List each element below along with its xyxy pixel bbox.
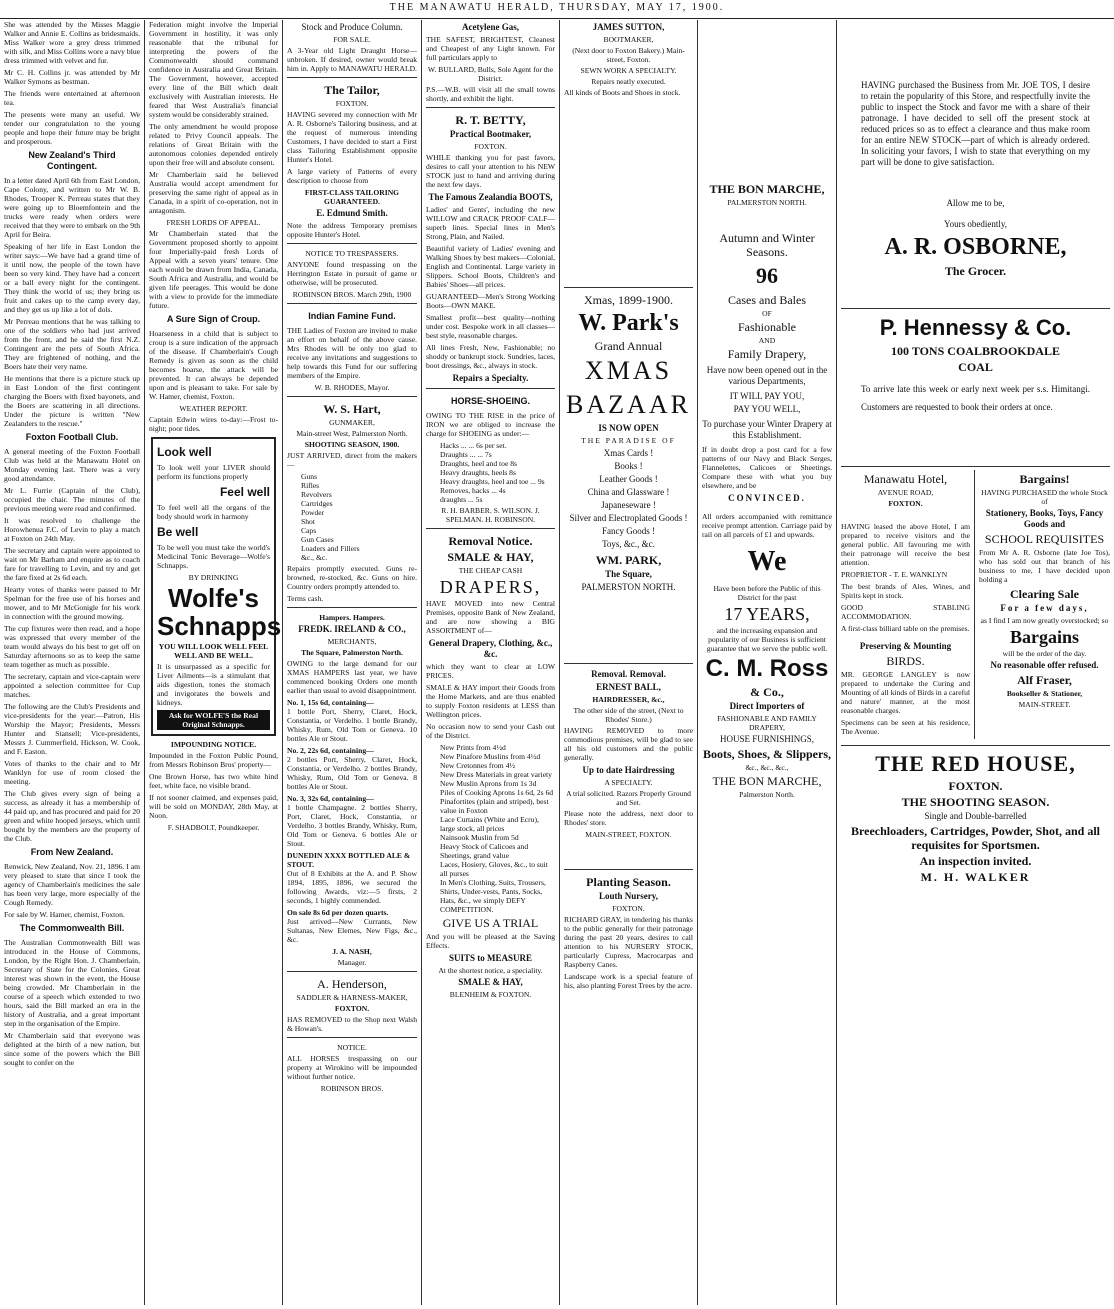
ad-heading: Cases and Bales [728, 293, 806, 307]
ad-text: AND [758, 336, 776, 345]
list-item: Powder [301, 508, 325, 517]
ad-text: IT WILL PAY YOU, [729, 391, 805, 401]
ad-text: Terms cash. [287, 594, 324, 603]
ad-text: Grand Annual [594, 339, 663, 353]
list-item: &c., &c. [301, 553, 328, 562]
list-item: China and Glassware ! [587, 487, 670, 497]
ad-heading: 17 YEARS, [724, 604, 810, 624]
article-text: Mr L. Furrie (Captain of the Club), occupied the chair. The minutes of the previous meeting were read and confirmed. [4, 486, 140, 513]
list-item: Japaneseware ! [601, 500, 656, 510]
ad-text: THE PARADISE OF [581, 436, 676, 445]
ad-text: Specimens can be seen at his residence, The Avenue. [841, 718, 971, 736]
ad-text: No reasonable offer refused. [990, 660, 1099, 670]
ad-heading: BAZAAR [566, 390, 691, 419]
ad-heading: W. Park's [578, 310, 679, 336]
wolfes-schnapps-ad [151, 437, 282, 736]
article-text: The following are the Club's Presidents and vice-presidents for the year:—Patron, His Worship the Mayor; Presidents, Messrs Hunter and Stansell; Vice-presidents, Messrs J. Cummerfield, Hickson, W. Cook, and F. Easton. [4, 702, 140, 756]
ad-text: E. Edmund Smith. [316, 208, 388, 218]
ad-heading: Manawatu Hotel, [863, 472, 948, 486]
ad-text: To feel well all the organs of the body should work in harmony [157, 503, 270, 521]
article-text: It was resolved to challenge the Horowhenua F.C. of Levin to play a match at Foxton on 24th May. [4, 516, 140, 543]
ad-text: A trial solicited. Razors Properly Ground and Set. [566, 789, 691, 807]
ad-text: BY DRINKING [188, 573, 239, 582]
ad-text: Practical Bootmaker, [449, 129, 532, 139]
ad-text: The Famous Zealandia BOOTS, [428, 192, 553, 202]
signature: F. SHADBOLT, Poundkeeper. [167, 823, 260, 832]
price-list [440, 743, 555, 914]
list-item: New Cretonnes from 4½ [440, 761, 516, 770]
ad-heading: THE BON MARCHE, [709, 182, 825, 196]
ad-text: &c., &c., &c., [745, 763, 789, 772]
ad-text: MERCHANTS, [327, 637, 377, 646]
ad-text: MAIN-STREET. [1018, 700, 1071, 709]
ad-text: It is unsurpassed as a specific for Liver Ailments—is a stimulant that aids digestion, tones the stomach and invigorates the bowels and kidneys. [157, 662, 270, 707]
ad-text: GOOD STABLING ACCOMMODATION. [841, 603, 971, 621]
article-text: Hearty votes of thanks were passed to Mr Spelman for the free use of his horses and mower, and to Mr McGonigle for his work in connection with the ground mowing. [4, 585, 140, 621]
ad-text: GUARANTEED—Men's Strong Working Boots—OWN MAKE. [426, 292, 555, 310]
article-text: The secretary and captain were appointed to wait on Mr Barham and enquire as to coach fare for travelling to Levin, and try and get the fare fixed at 2s 6d each. [4, 546, 140, 582]
gun-list [301, 472, 417, 562]
ad-text: 1 bottle Port, Sherry, Claret, Hock, Constantia, or Verdelho. 1 bottle Brandy, Whisky, Rum, Old Tom or Geneva. 10 bottles Ale or Stout. [287, 707, 417, 743]
ad-text: WHILE thanking you for past favors, desires to call your attention to his NEW STOCK just to hand and arriving during the next few days. [426, 153, 555, 189]
list-item: Removes, hacks ... 4s [440, 486, 506, 495]
list-item: Nainsook Muslin from 5d [440, 833, 519, 842]
ad-text: A first-class billiard table on the premises. [841, 624, 970, 633]
ad-heading: Be well [157, 525, 199, 539]
article-text: For sale by W. Hamer, chemist, Foxton. [4, 910, 125, 919]
ad-heading: Fashionable [738, 320, 796, 334]
list-item: Revolvers [301, 490, 332, 499]
ad-heading: C. M. Ross [705, 655, 829, 682]
article-text: Federation might involve the Imperial Government in hostility, it was only reasonable that the tribunal for interpreting the powers of the Commonwealth should command confidence in Australia and Great Britain. The Government, however, accepted every line of the Bill which dealt exclusively with Australian interests. He feared that West Australia's financial system would be considerably strained. [149, 20, 278, 119]
ad-text: FOXTON. [335, 99, 369, 108]
ad-text: Just arrived—New Currants, New Sultanas, New Elemes, New Figs, &c., &c. [287, 917, 417, 944]
ad-heading: R. T. BETTY, [455, 113, 526, 127]
list-item: Books ! [614, 461, 643, 471]
list-item: New Prints from 4½d [440, 743, 506, 752]
headline: FRESH LORDS OF APPEAL. [166, 218, 261, 227]
article-text: A general meeting of the Foxton Football Club was held at the Manawatu Hotel on Monday evening last. There was a very good attendance. [4, 447, 140, 483]
ad-heading: Bargains [1010, 627, 1080, 647]
ad-heading: Removal. Removal. [591, 669, 666, 679]
article-text: Renwick, New Zealand, Nov. 21, 1896. I am very pleased to state that since I took the agency of Chamberlain's medicines the sale has been very large, more especially of the Cough Remedy. [4, 862, 140, 907]
ad-text: P.S.—W.B. will visit all the small towns shortly, and exhibit the light. [426, 85, 555, 103]
ad-text: BLENHEIM & FOXTON. [449, 990, 532, 999]
ad-text: SADDLER & HARNESS-MAKER, [296, 993, 408, 1002]
article-text: The presents were many an useful. We tender our congratulation to the young people and hope their future may be bright and prosperous. [4, 110, 140, 146]
ad-text: IS NOW OPEN [598, 423, 659, 433]
ad-text: OF [762, 309, 772, 318]
list-item: Silver and Electroplated Goods ! [569, 513, 688, 523]
ad-text: Smallest profit—best quality—nothing under cost. Bespoke work in all classes—best style, reasonable charges. [426, 313, 555, 340]
ad-text: On sale 8s 6d per dozen quarts. [287, 908, 389, 917]
headline: The Commonwealth Bill. [19, 923, 125, 933]
ad-heading: Preserving & Mounting [859, 641, 952, 651]
ad-text: For a few days, [1000, 603, 1089, 613]
ad-text: SEWN WORK A SPECIALTY. [580, 66, 677, 75]
ad-text: A large variety of Patterns of every description to choose from [287, 167, 417, 185]
ad-heading: An inspection invited. [919, 854, 1032, 868]
ad-text: No. 1, 15s 6d, containing— [287, 698, 374, 707]
ad-text: The best brands of Ales, Wines, and Spirits kept in stock. [841, 582, 971, 600]
ad-text: Ask for WOLFE'S the Real Original Schnapps. [157, 710, 270, 730]
ad-heading: XMAS [584, 356, 673, 385]
ad-text: Repairs neatly executed. [591, 77, 666, 86]
article-text: Mr Chamberlain stated that the Government proposed shortly to appoint four Imperially-paid fresh Lords of Appeal with a seven years' tenure. One each would be drawn from India, Canada, South Africa and Australia, and would be given life peerages. This would be done with a view to provide for the immediate future. [149, 229, 278, 310]
ad-heading: Boots, Shoes, & Slippers, [702, 747, 832, 761]
ad-text: W. B. RHODES, Mayor. [314, 383, 390, 392]
ad-heading: DRAPERS, [439, 577, 542, 597]
ad-text: HAVING REMOVED to more commodious premises, will be glad to see all his old customers and the public generally. [564, 726, 693, 762]
ad-heading: A. R. OSBORNE, [884, 234, 1067, 260]
ad-text: SUITS to MEASURE [448, 953, 533, 963]
list-item: Fancy Goods ! [602, 526, 655, 536]
ad-heading: FREDK. IRELAND & CO., [298, 624, 406, 634]
ad-text: Up to date Hairdressing [582, 765, 675, 775]
article-text: The Club gives every sign of being a success, as already it has a membership of 44 paid up, and has procured and paid for 20 green and white hooped jerseys, which until bought by the members are the property of the Club. [4, 789, 140, 843]
ad-text: ALL HORSES trespassing on our property at Wirokino will be impounded without further notice. [287, 1054, 417, 1081]
ad-heading: Indian Famine Fund. [308, 311, 396, 321]
ad-text: To be well you must take the world's Medicinal Tonic Beverage—Wolfe's Schnapps. [157, 543, 270, 570]
ad-text: CONVINCED. [728, 493, 806, 503]
ad-heading: 100 TONS COALBROOKDALE [891, 344, 1060, 358]
ad-text: To purchase your Winter Drapery at this Establishment. [702, 419, 832, 440]
ad-heading: THE BON MARCHE, [712, 774, 822, 788]
list-item: Heavy draughts, heel and toe ... 9s [440, 477, 545, 486]
headline: New Zealand's Third Contingent. [28, 150, 116, 171]
ad-heading: NOTICE. [337, 1043, 367, 1052]
headline: Foxton Football Club. [25, 432, 119, 442]
article-text: The Australian Commonwealth Bill was introduced in the House of Commons, London, by the Right Hon. J. Chamberlain, Secretary of State for the Colonies. Great interest was shown in the event, the House being crowded. Mr Chamberlain in the course of a speech which extended to two hours, said the Bill marked an era in the history of Australia, and a great important step in the organisation of the Empire. [4, 938, 140, 1028]
list-item: draughts ... 5s [440, 495, 483, 504]
ad-heading: Family Drapery, [727, 347, 807, 361]
ad-text: To arrive late this week or early next week per s.s. Himitangi. Customers are requested to book their orders at once. [861, 384, 1090, 412]
list-item: Cartridges [301, 499, 333, 508]
ad-heading: HORSE-SHOEING. [450, 396, 530, 406]
list-item: Lace Curtains (White and Ecru), large stock, all prices [440, 815, 539, 833]
ad-text: FIRST-CLASS TAILORING GUARANTEED. [304, 188, 400, 206]
ad-text: Have been before the Public of this District for the past [713, 584, 821, 602]
ad-heading: Acetylene Gas, [462, 22, 519, 32]
list-item: Gun Cases [301, 535, 334, 544]
ad-text: FOXTON. [474, 142, 507, 151]
ad-text: The Square, [605, 569, 652, 579]
list-item: Draughts, heel and toe 8s [440, 459, 517, 468]
ad-text: A 3-Year old Light Draught Horse—unbroken. If desired, owner would break him in. Apply to MANAWATU HERALD. [287, 46, 417, 73]
list-item: Rifles [301, 481, 320, 490]
article-text: Mr C. H. Collins jr. was attended by Mr Walker Symons as bestman. [4, 68, 140, 86]
column-2 [145, 20, 282, 1305]
column-1 [0, 20, 144, 1305]
article-text: The only amendment he would propose related to Privy Council appeals. The relations of Great Britain with the autonomous colonies depended entirely upon their free will and absolute consent. [149, 122, 278, 167]
ad-text: (Next door to Foxton Bakery.) Main-street, Foxton. [572, 46, 685, 64]
ad-text: To look well your LIVER should perform its functions properly [157, 463, 270, 481]
article-text: Captain Edwin wires to-day:—Frost to-night; poor tides. [149, 415, 278, 433]
ad-brand: Schnapps [157, 611, 282, 641]
article-text: If not sooner claimed, and expenses paid, will be sold on MONDAY, 28th May, at Noon. [149, 793, 278, 820]
list-item: Pinafortites (plain and striped), best value in Foxton [440, 797, 549, 815]
ad-text: SMALE & HAY, [458, 977, 523, 987]
list-item: Heavy draughts, heels 8s [440, 468, 516, 477]
ad-text: PROPRIETOR - T. E. WANKLYN [841, 570, 948, 579]
ad-text: SHOOTING SEASON, 1900. [304, 440, 400, 449]
ad-heading: WM. PARK, [595, 553, 662, 567]
ad-text: AVENUE ROAD, [877, 488, 934, 497]
ad-text: Have now been opened out in the various Departments, [706, 365, 828, 386]
ad-text: W. BULLARD, Bulls, Sole Agent for the District. [427, 65, 554, 83]
ad-heading: THE RED HOUSE, [875, 751, 1076, 776]
ad-text: Manager. [337, 958, 367, 967]
list-item: Hacks ... ... 6s per set. [440, 441, 507, 450]
ad-text: Beautiful variety of Ladies' evening and Walking Shoes by best makers—Colonial, English and Continental. Large variety in Slippers. School Boots, Children's and Babies' Shoes—all prices. [426, 244, 555, 289]
masthead: THE MANAWATU HERALD, THURSDAY, MAY 17, 1900. [0, 0, 1114, 19]
ad-text: THE Ladies of Foxton are invited to make an effort on behalf of the above cause. Mrs Rhodes will be only too glad to receive any invitations and suggestions to help towards this Fund for our suffering members of the Empire. [287, 326, 417, 380]
list-item: Toys, &c., &c. [602, 539, 655, 549]
list-item: Draughts ... ... 7s [440, 450, 492, 459]
article-text: One Brown Horse, has two white hind feet, white face, no visible brand. [149, 772, 278, 790]
ad-text: And you will be pleased at the Saving Effects. [426, 932, 555, 950]
ad-text: The Square, Palmerston North. [301, 648, 403, 657]
column-3 [283, 20, 421, 1305]
ad-text: ROBINSON BROS. [320, 1084, 384, 1093]
ad-text: PALMERSTON NORTH. [727, 198, 807, 207]
ad-text: Yours obediently, [943, 219, 1007, 229]
bargains-ad [975, 470, 1110, 739]
ad-text: Palmerston North. [739, 790, 795, 799]
ad-text: 1 bottle Champagne. 2 bottles Sherry, Port, Claret, Hock, Constantia, or Verdelho. 3 bottles Brandy, Whisky, Rum, Old Tom or Geneva. 6 bottles Ale or Stout. [287, 803, 417, 848]
ad-text: At the shortest notice, a speciality. [438, 966, 543, 975]
ad-heading: Alf Fraser, [1017, 673, 1072, 687]
list-item: Leather Goods ! [599, 474, 658, 484]
ad-heading: M. H. WALKER [920, 870, 1031, 884]
ad-heading: & Co., [750, 685, 784, 699]
ad-text: If in doubt drop a post card for a few patterns of our Navy and Black Serges, Flannelettes, Calicoes or Sheetings. Compare these with what you buy elsewhere, and be [702, 445, 832, 490]
ad-heading: Planting Season. [586, 875, 671, 889]
list-item: New Pinafore Muslins from 4½d [440, 752, 541, 761]
ad-text: RICHARD GRAY, in tendering his thanks to the public generally for their patronage during the past 20 years, desires to call attention to his NURSERY STOCK, particularly Cupress, Macrocarpas and Raspberry Canes. [564, 915, 693, 969]
ad-heading: JAMES SUTTON, [592, 22, 665, 32]
list-item: In Men's Clothing, Suits, Trousers, Shirts, Under-vests, Pants, Socks, Hats, &c., we simply DEFY COMPETITION. [440, 878, 546, 914]
list-item: Heavy Stock of Calicoes and Sheetings, grand value [440, 842, 529, 860]
bazaar-list [564, 447, 693, 551]
ad-text: No. 3, 32s 6d, containing— [287, 794, 374, 803]
ad-text: GUNMAKER, [329, 418, 375, 427]
shoeing-price-list [440, 441, 555, 504]
ad-heading: Bargains! [1019, 472, 1070, 486]
list-item: Caps [301, 526, 317, 535]
ad-text: HAVING leased the above Hotel, I am prepared to receive visitors and the general public. All favouring me with their patronage will receive the best attention. [841, 522, 971, 567]
ad-heading: 96 [756, 263, 778, 288]
ad-text: which they want to clear at LOW PRICES. [426, 662, 555, 680]
ad-heading: FOR SALE. [333, 35, 371, 44]
ad-heading: W. S. Hart, [323, 402, 381, 416]
article-text: In a letter dated April 6th from East London, Cape Colony, and written to Mr W. B. Rhodes, Trooper K. Perreau states that they were going up to Bloemfontein and the trucks were ready when orders were received that they were to embark on the 9th April for Beira. [4, 176, 140, 239]
ad-text: DUNEDIN XXXX BOTTLED ALE & STOUT. [287, 851, 411, 869]
ad-text: THE CHEAP CASH [458, 566, 523, 575]
ad-text: will be the order of the day. [1002, 649, 1087, 658]
ad-text: HAVE MOVED into new Central Premises, opposite Bank of New Zealand, and are now showing a BIG ASSORTMENT of— [426, 599, 555, 635]
ad-heading: Xmas, 1899-1900. [584, 293, 673, 307]
ad-heading: GIVE US A TRIAL [442, 916, 539, 930]
ad-text: HAIRDRESSER, &c., [592, 695, 665, 704]
ad-heading: We [747, 546, 787, 577]
column-6 [698, 20, 836, 1305]
ad-heading: Breechloaders, Cartridges, Powder, Shot, and all requisites for Sportsmen. [851, 824, 1100, 852]
list-item: Xmas Cards ! [603, 448, 654, 458]
ad-text: R. H. BARBER. S. WILSON. J. SPELMAN. H. ROBINSON. [441, 506, 540, 524]
ad-heading: ERNEST BALL, [596, 682, 661, 692]
article-text: Speaking of her life in East London the writer says:—We have had a grand time of it until now, the people of the town have been so very kind. They have had a concert or a ball every night for the contingent. They think the world of us; they bring us fruit and cakes up to the camp every day, and they get us up like a lot of dols. [4, 242, 140, 314]
article-text: Hoarseness in a child that is subject to croup is a sure indication of the approach of the disease. If Chamberlain's Cough Remedy is given as soon as the child becomes hoarse, the attack will be prevented. It can always be depended upon and is pleasant to take. For sale by W. Hamer, chemist, Foxton. [149, 329, 278, 401]
headline: IMPOUNDING NOTICE. [170, 740, 257, 749]
ad-text: Direct Importers of [729, 701, 805, 711]
ad-text: Bookseller & Stationer, [1006, 689, 1083, 698]
ad-text: FOXTON. [888, 499, 923, 508]
ad-text: A SPECIALTY. [604, 778, 653, 787]
ad-heading: P. Hennessy & Co. [879, 315, 1072, 340]
ad-text: Single and Double-barrelled [924, 811, 1027, 821]
ad-text: THE SAFEST, BRIGHTEST, Cleanest and Cheapest of any Light known. For full particulars apply to [426, 35, 555, 62]
ad-text: YOU WILL LOOK WELL FEEL WELL AND BE WELL. [158, 642, 269, 660]
article-text: He mentions that there is a picture stuck up in East London of the first contingent charging the Boers with fixed bayonets, and the Boers are scattering in all directions. Under the picture is written "New Zealanders to the rescue." [4, 374, 140, 428]
article-text: Votes of thanks to the chair and to Mr Wanklyn for use of room closed the meeting. [4, 759, 140, 786]
ad-text: HAVING PURCHASED the whole Stock of [981, 488, 1108, 506]
ad-text: The Grocer. [944, 264, 1007, 278]
ad-heading: SCHOOL REQUISITES [984, 532, 1105, 546]
ad-text: and the increasing expansion and popularity of our Business is sufficient guarantee that we serve the public well. [706, 626, 828, 653]
column-7 [837, 20, 1114, 1305]
ad-text: ROBINSON BROS. March 29th, 1900 [292, 290, 412, 299]
ad-text: Please note the address, next door to Rhodes' store. [564, 809, 693, 827]
ad-text: PALMERSTON NORTH. [581, 582, 676, 592]
ad-heading: BIRDS. [886, 654, 925, 668]
ad-text: The other side of the street, (Next to Rhodes' Store.) [573, 706, 684, 724]
ad-text: No occasion now to send your Cash out of the District. [426, 722, 555, 740]
ad-text: Out of 8 Exhibits at the A. and P. Show 1894, 1895, 1896, we secured the following Awards, viz:—5 firsts, 2 seconds, 1 highly commended. [287, 869, 417, 905]
ad-heading: NOTICE TO TRESPASSERS. [305, 249, 399, 258]
ad-text: BOOTMAKER, [603, 35, 654, 44]
ad-heading: The Tailor, [324, 83, 380, 97]
ad-text: All orders accompanied with remittance receive prompt attention. Carriage paid by rail on all parcels of £1 and upwards. [702, 512, 832, 539]
headline: WEATHER REPORT. [179, 404, 248, 413]
article-text: The friends were entertained at afternoon tea. [4, 89, 140, 107]
ad-text: SMALE & HAY import their Goods from the Home Markets, and are thus enabled to supply Foxton residents at LESS than Wellington prices. [426, 683, 555, 719]
ad-heading: SMALE & HAY, [447, 550, 534, 564]
ad-text: All kinds of Boots and Shoes in stock. [564, 88, 681, 97]
ad-text: All lines Fresh, New, Fashionable; no shoddy or bankrupt stock. Sundries, laces, boot dressings, &c., always in stock. [426, 343, 555, 370]
ad-heading: Hampers. Hampers. [319, 613, 385, 622]
headline: A Sure Sign of Croup. [166, 314, 261, 324]
list-item: Piles of Cooking Aprons 1s 6d, 2s 6d [440, 788, 554, 797]
ad-text: FASHIONABLE AND FAMILY DRAPERY, [717, 714, 817, 732]
headline: From New Zealand. [30, 847, 114, 857]
ad-text: JUST ARRIVED, direct from the makers— [287, 451, 417, 469]
ad-text: General Drapery, Clothing, &c., &c. [428, 638, 553, 659]
ad-text: as I find I am now greatly overstocked; so [980, 616, 1109, 625]
ad-heading: Autumn and Winter Seasons. [719, 231, 815, 259]
column-5 [560, 20, 697, 1305]
list-item: Guns [301, 472, 318, 481]
ad-text: HOUSE FURNISHINGS, [719, 734, 814, 744]
ad-heading: Clearing Sale [1010, 587, 1079, 601]
ad-text: Repairs promptly executed. Guns re-browned, re-stocked, &c. Guns on hire. Country orders promptly attended to. [287, 564, 417, 591]
ad-text: No. 2, 22s 6d, containing— [287, 746, 374, 755]
manawatu-hotel-ad [841, 470, 975, 739]
ad-text: Louth Nursery, [598, 891, 658, 901]
ad-text: OWING to the large demand for our XMAS HAMPERS last year, we have commenced booking Orders one month earlier than usual to avoid disappointment. [287, 659, 417, 695]
article-text: Mr Perreau mentions that he was talking to one of the soldiers who had just arrived from the front, and he said the first N.Z. Contingent are the pets of South Africa. They are frightened of nothing, and the Boers hate their very name. [4, 317, 140, 371]
list-item: Laces, Hosiery, Gloves, &c., to suit all purses [440, 860, 548, 878]
ad-text: HAS REMOVED to the Shop next Walsh & Howan's. [287, 1015, 417, 1033]
article-text: The cup fixtures were then read, and a hope was expressed that every member of the team would always do his best to get off on Saturday afternoons so as to keep the same team together as much as possible. [4, 624, 140, 669]
list-item: Loaders and Fillers [301, 544, 360, 553]
ad-text: FOXTON. [612, 904, 645, 913]
ad-brand: Wolfe's [168, 583, 259, 613]
ad-text: J. A. NASH, [332, 947, 372, 956]
article-text: Mr Chamberlain said he believed Australia would accept amendment for preserving the same right of appeal as in Canada, in a spirit of co-operation, not in antagonism. [149, 170, 278, 215]
ad-text: Main-street West, Palmerston North. [296, 429, 408, 438]
ad-text: HAVING purchased the Business from Mr. JOE TOS, I desire to retain the popularity of this Store, and respectfully invite the public to inspect the Stock and favor me with a share of their patronage. I have decided to sell off the present stock at reduced prices so as to effect a clearance and thus make room for an entire NEW STOCK—part of which is already ordered. In soliciting your favors, I wish to state that everything on my part will be done to give satisfaction. [861, 80, 1090, 167]
list-item: New Muslin Aprons from 1s 3d [440, 779, 537, 788]
article-text: Impounded in the Foxton Public Pound, from Messrs Robinson Bros' property— [149, 751, 278, 769]
ad-text: Stationery, Books, Toys, Fancy Goods and [985, 508, 1104, 529]
ad-heading: Feel well [219, 485, 270, 499]
ad-text: PAY YOU WELL, [733, 404, 801, 414]
ad-text: FOXTON. [334, 1004, 370, 1013]
ad-text: MR. GEORGE LANGLEY is now prepared to undertake the Curing and Mounting of all kinds of Birds in a careful and nature' manner, at the most reasonable charges. [841, 670, 971, 715]
ad-text: ANYONE found trespassing on the Herrington Estate in pursuit of game or otherwise, will be prosecuted. [287, 260, 417, 287]
ad-text: Ladies' and Gents', including the new WILLOW and CRACK PROOF CALF—superb lines. Special lines in Men's Strong, Plain, and Nailed. [426, 205, 555, 241]
ad-text: OWING TO THE RISE in the price of IRON we are obliged to increase the charge for SHOEING as under:— [426, 411, 555, 438]
ad-text: From Mr A. R. Osborne (late Joe Tos), who has sold out that branch of his business to me, I have decided upon holding a [979, 548, 1110, 584]
ad-text: MAIN-STREET, FOXTON. [585, 830, 672, 839]
ad-text: Repairs a Specialty. [452, 373, 529, 383]
column-4 [422, 20, 559, 1305]
article-text: She was attended by the Misses Maggie Walker and Annie E. Collins as bridesmaids. Miss Walker wore a grey dress trimmed with silk, and Miss Collins wore a navy blue dress trimmed with velvet and fur. [4, 20, 140, 65]
ad-heading: FOXTON. [948, 779, 1003, 793]
section-title: Stock and Produce Column. [301, 22, 403, 32]
ad-text: HAVING severed my connection with Mr A. R. Osborne's Tailoring business, and at the request of numerous intending Customers, I have decided to start a First class Tailoring Establishment opposite Hunter's Hotel. [287, 110, 417, 164]
ad-heading: Look well [157, 445, 212, 459]
ad-heading: THE SHOOTING SEASON. [901, 795, 1050, 809]
ad-text: Allow me to be, [946, 198, 1005, 208]
article-text: Mr Chamberlain said that everyone was delighted at the birth of a new nation, but since some of the powers which the Bill sought to confer on the [4, 1031, 140, 1067]
list-item: New Dress Materials in great variety [440, 770, 552, 779]
ad-text: 2 bottles Port, Sherry, Claret, Hock, Constantia, or Verdelho. 2 bottles Brandy, Whisky, Rum, Old Tom or Geneva. 8 bottles Ale or Stout. [287, 755, 417, 791]
ad-text: Note the address Temporary premises opposite Hunter's Hotel. [287, 221, 417, 239]
ad-heading: A. Henderson, [317, 977, 387, 991]
article-text: The secretary, captain and vice-captain were appointed a selection committee for Cup matches. [4, 672, 140, 699]
ad-heading: COAL [958, 360, 993, 374]
ad-text: Landscape work is a special feature of his, also planting Forest Trees by the acre. [564, 972, 693, 990]
list-item: Shot [301, 517, 315, 526]
ad-heading: Removal Notice. [448, 534, 533, 548]
